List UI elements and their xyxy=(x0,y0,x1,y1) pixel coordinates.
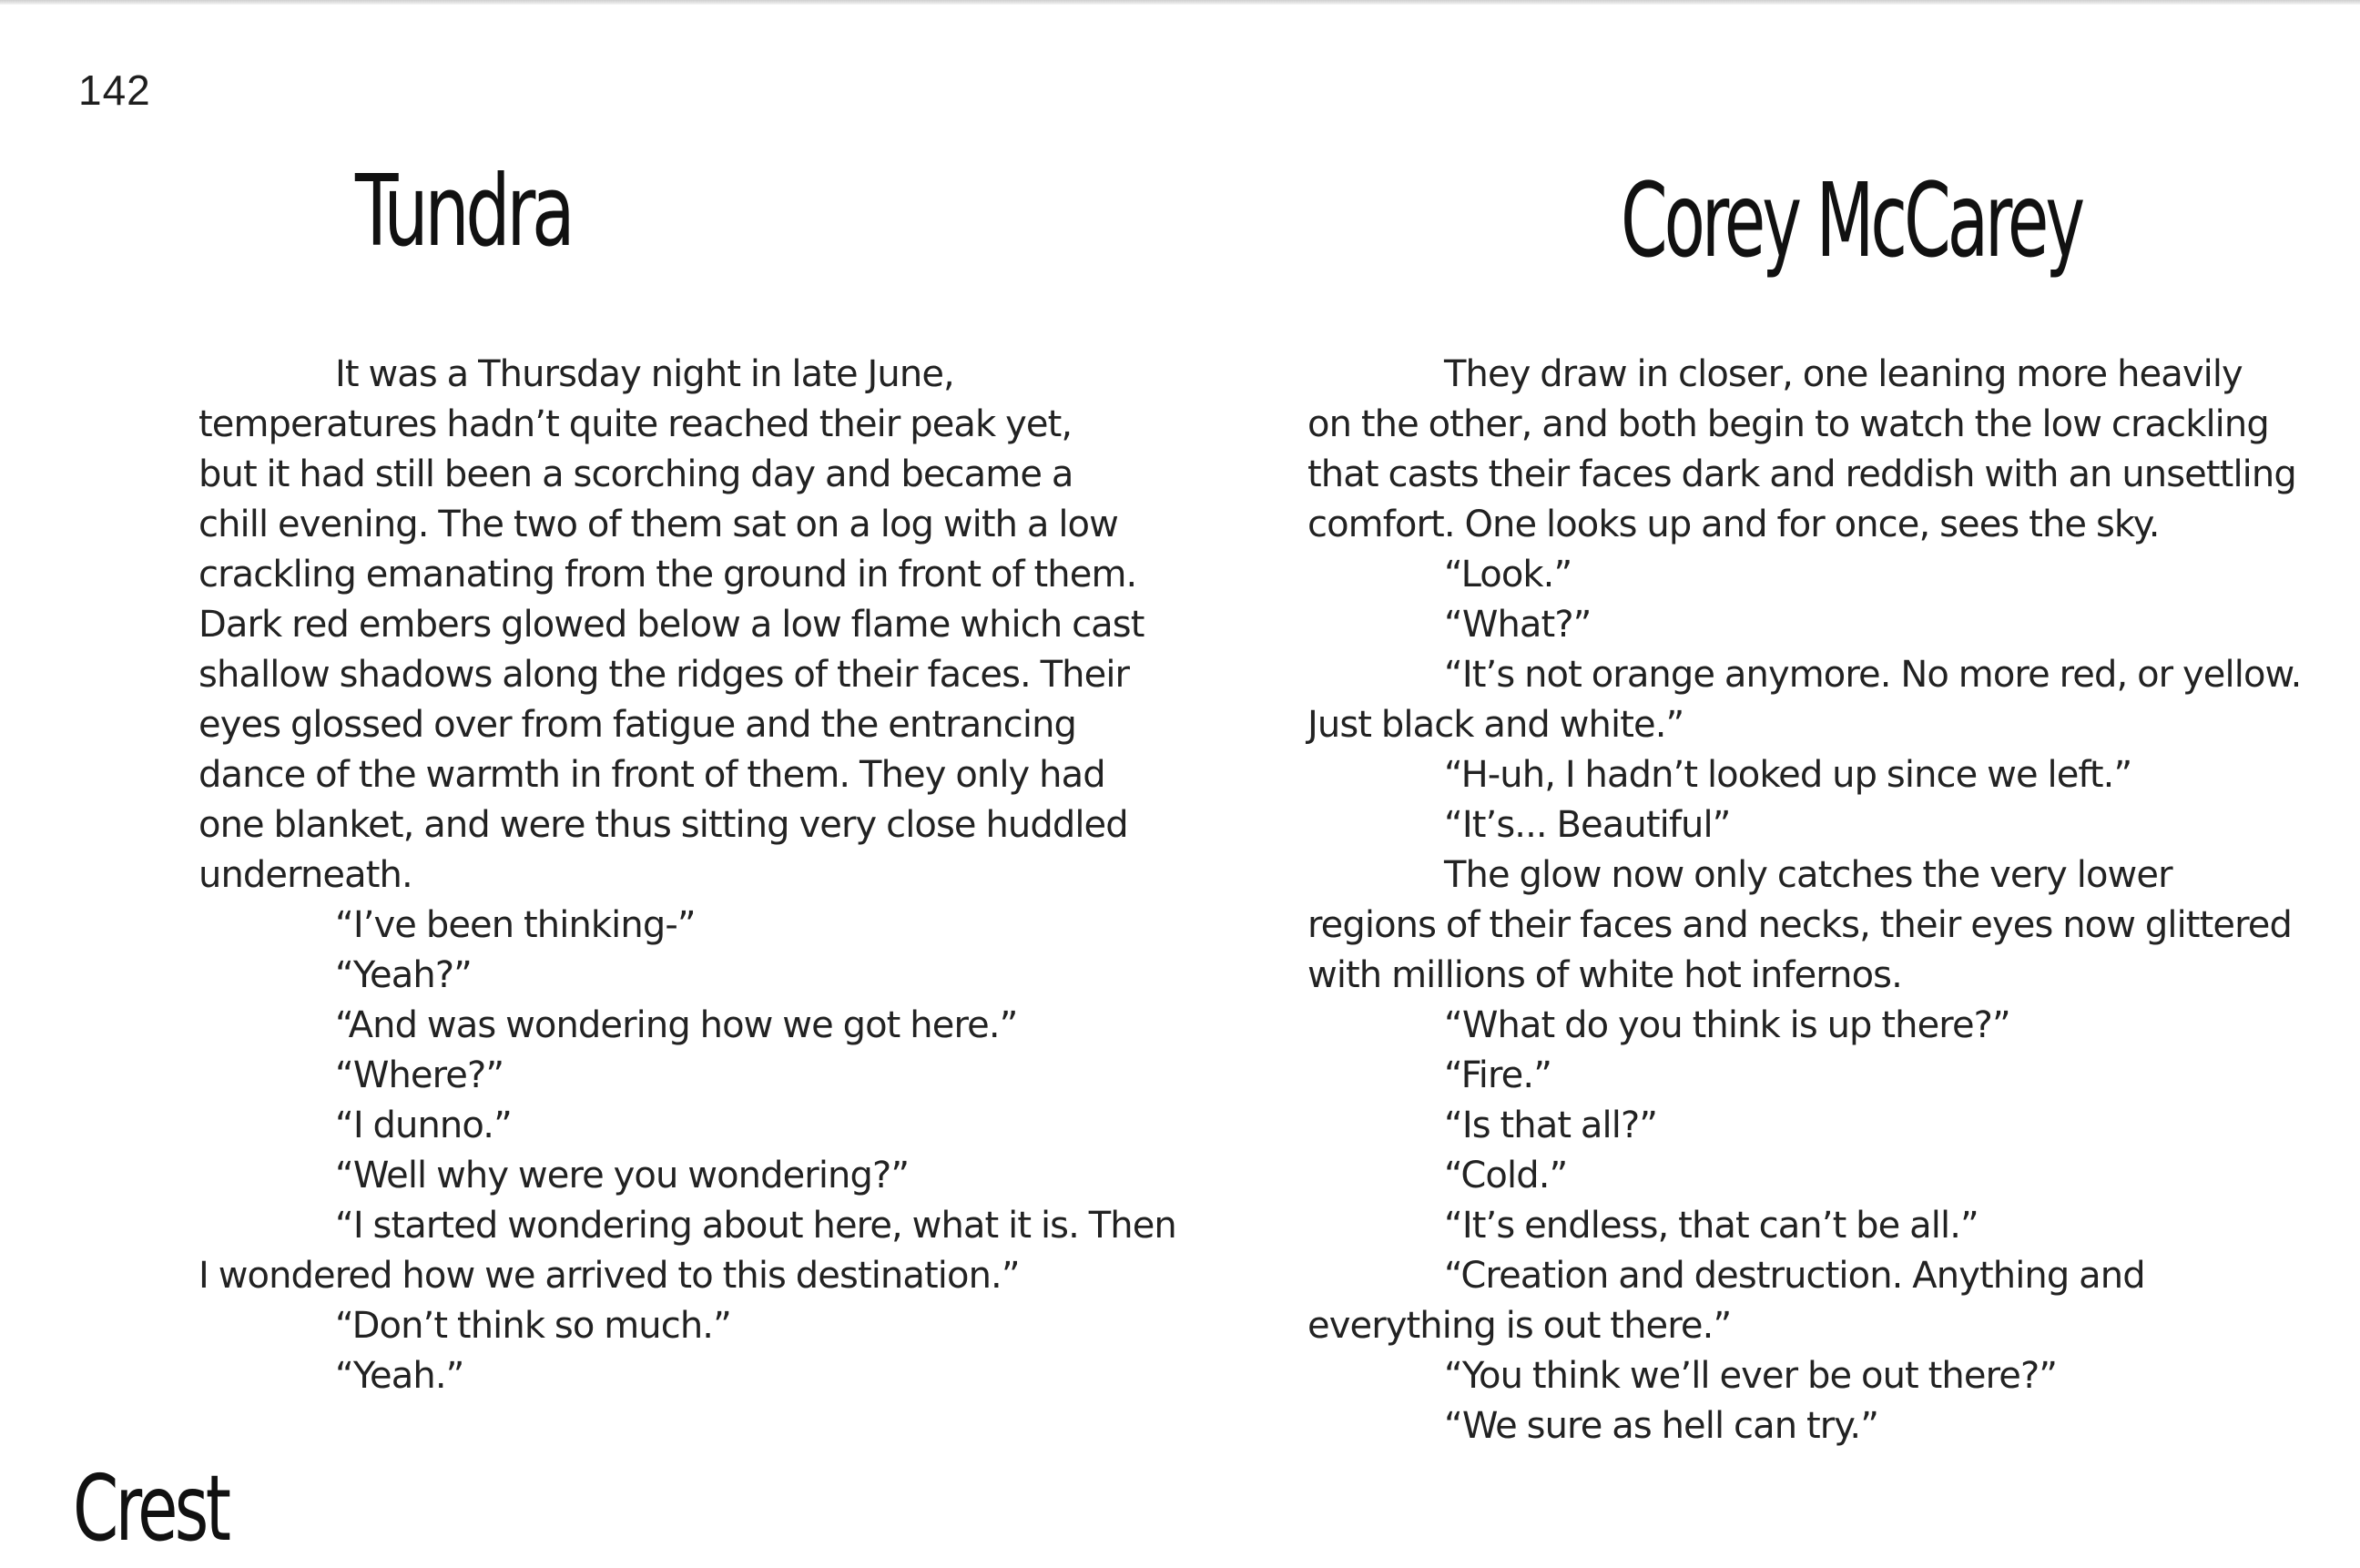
dialogue-line: “You think we’ll ever be out there?” xyxy=(1444,1355,2058,1397)
dialogue-line: “What do you think is up there?” xyxy=(1444,1004,2010,1046)
paragraph-line: shallow shadows along the ridges of their faces. Their xyxy=(198,654,1130,696)
page-top-edge xyxy=(0,0,2360,5)
dialogue-line: “I’ve been thinking-” xyxy=(335,904,696,946)
paragraph-line: The glow now only catches the very lower xyxy=(1444,854,2172,896)
right-text-column xyxy=(1307,350,2327,1451)
paragraph-line: one blanket, and were thus sitting very close huddled xyxy=(198,804,1128,846)
dialogue-line: I wondered how we arrived to this destination.” xyxy=(198,1255,1020,1297)
story-title: Tundra xyxy=(355,155,572,269)
dialogue-line: “Well why were you wondering?” xyxy=(335,1155,910,1196)
paragraph-line: on the other, and both begin to watch the low crackling xyxy=(1307,403,2269,445)
publication-name: Crest xyxy=(73,1455,229,1562)
paragraph-line: chill evening. The two of them sat on a log with a low xyxy=(198,504,1118,545)
dialogue-line: “Look.” xyxy=(1444,554,1572,596)
dialogue-line: “Creation and destruction. Anything and xyxy=(1444,1255,2145,1297)
dialogue-line: “It’s endless, that can’t be all.” xyxy=(1444,1205,1979,1247)
paragraph-line: underneath. xyxy=(198,854,412,896)
dialogue-line: “We sure as hell can try.” xyxy=(1444,1405,1879,1447)
paragraph-line: crackling emanating from the ground in front of them. xyxy=(198,554,1137,596)
paragraph-line: Dark red embers glowed below a low flame which cast xyxy=(198,604,1144,646)
story-author: Corey McCarey xyxy=(1621,162,2082,280)
paragraph-line: They draw in closer, one leaning more heavily xyxy=(1444,353,2243,395)
paragraph-line: It was a Thursday night in late June, xyxy=(335,353,954,395)
dialogue-line: “It’s... Beautiful” xyxy=(1444,804,1731,846)
dialogue-line: “Cold.” xyxy=(1444,1155,1568,1196)
dialogue-line: “Yeah.” xyxy=(335,1355,464,1397)
dialogue-line: “Don’t think so much.” xyxy=(335,1305,731,1347)
page-number: 142 xyxy=(78,66,151,114)
dialogue-line: “And was wondering how we got here.” xyxy=(335,1004,1018,1046)
dialogue-line: “Is that all?” xyxy=(1444,1105,1658,1146)
paragraph-line: regions of their faces and necks, their eyes now glittered xyxy=(1307,904,2292,946)
paragraph-line: eyes glossed over from fatigue and the entrancing xyxy=(198,704,1077,746)
dialogue-line: “Fire.” xyxy=(1444,1054,1552,1096)
dialogue-line: “Where?” xyxy=(335,1054,504,1096)
dialogue-line: “What?” xyxy=(1444,604,1592,646)
dialogue-line: “I started wondering about here, what it is. Then xyxy=(335,1205,1176,1247)
paragraph-line: dance of the warmth in front of them. They only had xyxy=(198,754,1105,796)
dialogue-line: “H-uh, I hadn’t looked up since we left.” xyxy=(1444,754,2132,796)
paragraph-line: that casts their faces dark and reddish with an unsettling xyxy=(1307,453,2296,495)
dialogue-line: Just black and white.” xyxy=(1307,704,1684,746)
paragraph-line: with millions of white hot infernos. xyxy=(1307,954,1902,996)
dialogue-line: “I dunno.” xyxy=(335,1105,512,1146)
dialogue-line: “Yeah?” xyxy=(335,954,472,996)
dialogue-line: everything is out there.” xyxy=(1307,1305,1732,1347)
dialogue-line: “It’s not orange anymore. No more red, or yellow. xyxy=(1444,654,2302,696)
paragraph-line: temperatures hadn’t quite reached their peak yet, xyxy=(198,403,1073,445)
paragraph-line: comfort. One looks up and for once, sees the sky. xyxy=(1307,504,2160,545)
left-text-column xyxy=(198,350,1176,1401)
paragraph-line: but it had still been a scorching day and became a xyxy=(198,453,1073,495)
